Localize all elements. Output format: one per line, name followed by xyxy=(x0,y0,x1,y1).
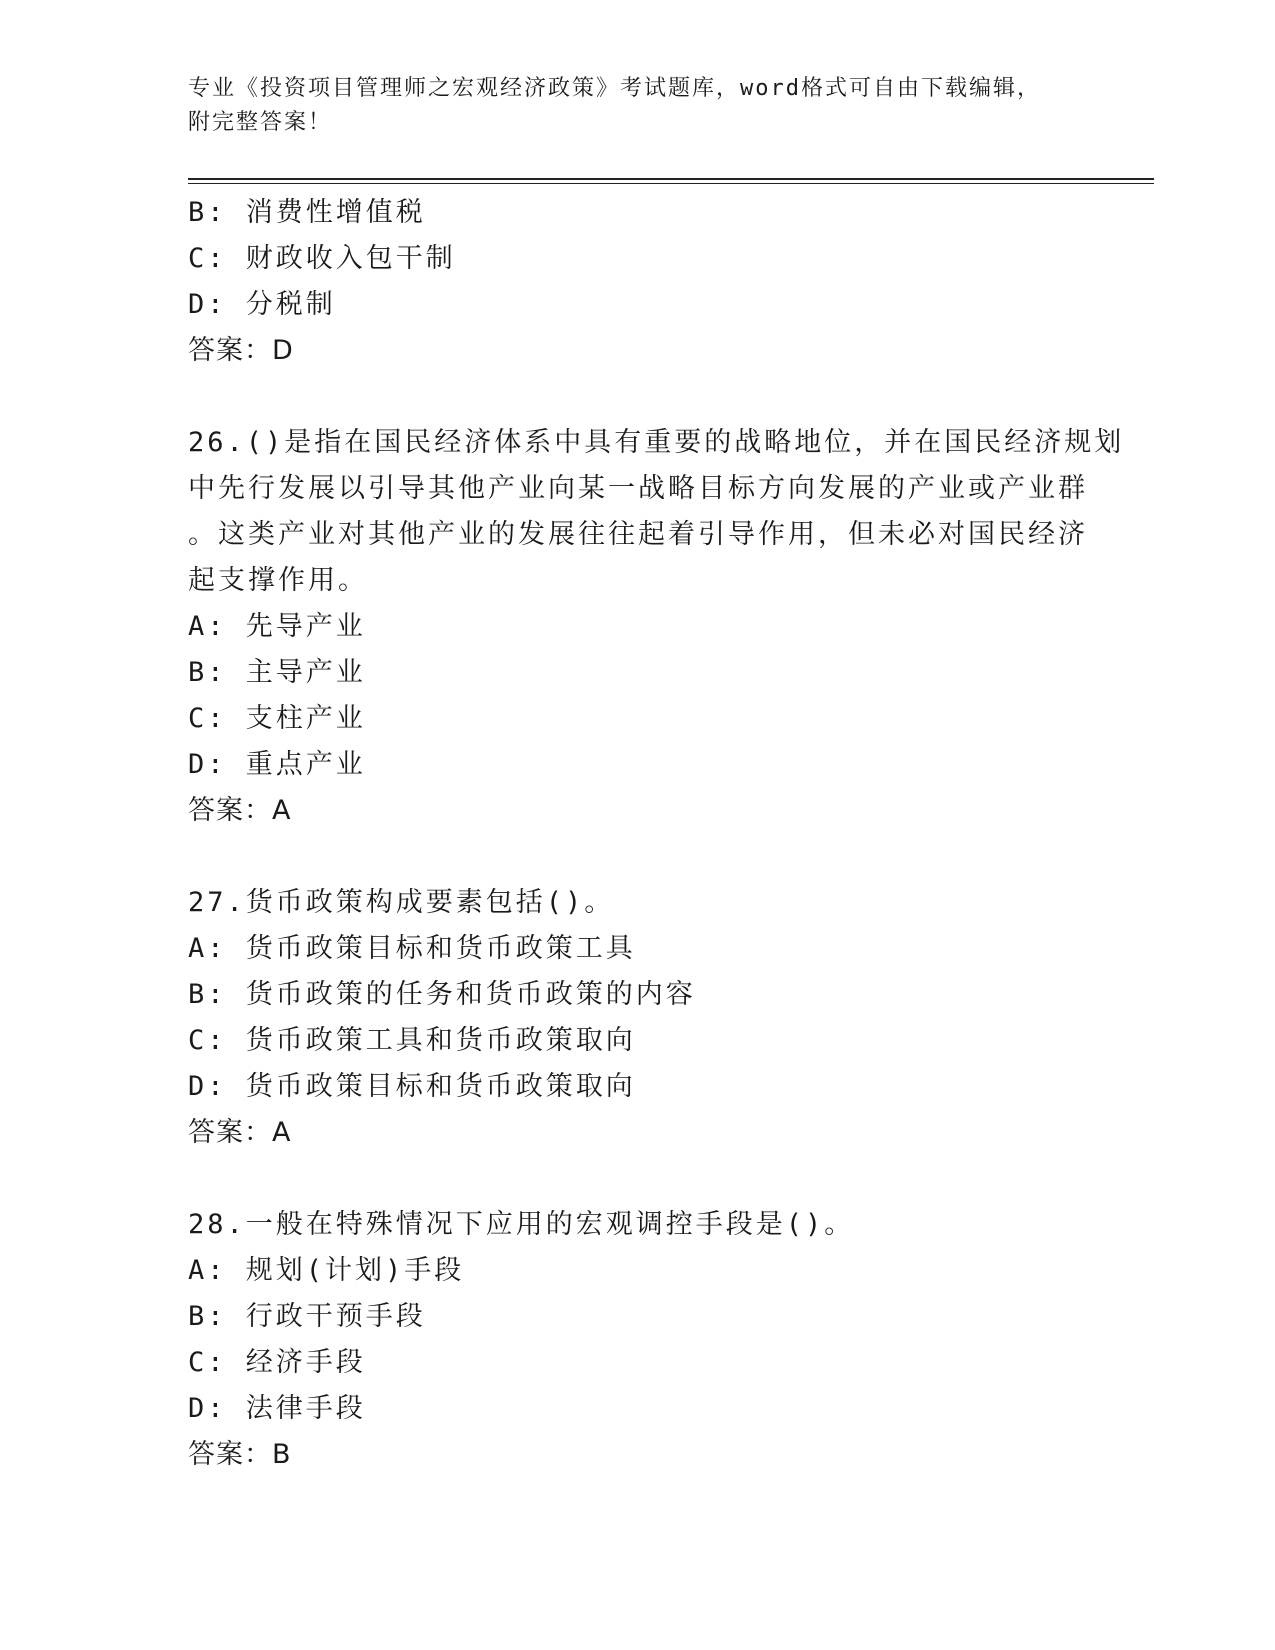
question-text-line: 起支撑作用。 xyxy=(188,565,368,596)
question-text xyxy=(188,1202,1088,1248)
option-c: C: 货币政策工具和货币政策取向 xyxy=(188,1025,636,1056)
question-text-line: 28.一般在特殊情况下应用的宏观调控手段是()。 xyxy=(188,1209,855,1240)
option-c: C: 财政收入包干制 xyxy=(188,243,456,274)
option-d: D: 重点产业 xyxy=(188,749,366,780)
answer: 答案：D xyxy=(188,335,294,366)
option-b: B: 行政干预手段 xyxy=(188,1301,426,1332)
document-header xyxy=(188,72,1088,140)
answer: 答案：B xyxy=(188,1439,292,1470)
question-25-continued xyxy=(188,190,1088,374)
question-text-line: 中先行发展以引导其他产业向某一战略目标方向发展的产业或产业群 xyxy=(188,473,1088,504)
option-a: A: 货币政策目标和货币政策工具 xyxy=(188,933,636,964)
spacer xyxy=(188,834,1088,880)
question-28 xyxy=(188,1202,1088,1478)
option-b: B: 货币政策的任务和货币政策的内容 xyxy=(188,979,696,1010)
option-d: D: 货币政策目标和货币政策取向 xyxy=(188,1071,636,1102)
answer: 答案：A xyxy=(188,795,292,826)
option-b: B: 主导产业 xyxy=(188,657,366,688)
option-d: D: 分税制 xyxy=(188,289,336,320)
question-text xyxy=(188,880,1088,926)
question-list xyxy=(188,190,1125,1478)
question-27 xyxy=(188,880,1088,1156)
header-divider xyxy=(188,178,1154,184)
question-text xyxy=(188,420,1125,604)
question-text-line: 27.货币政策构成要素包括()。 xyxy=(188,887,615,918)
question-26 xyxy=(188,420,1125,834)
header-line-2: 附完整答案！ xyxy=(188,110,333,135)
spacer xyxy=(188,1156,1088,1202)
option-d: D: 法律手段 xyxy=(188,1393,366,1424)
option-a: A: 先导产业 xyxy=(188,611,366,642)
header-line-1: 专业《投资项目管理师之宏观经济政策》考试题库，word格式可自由下载编辑， xyxy=(188,76,1041,101)
option-c: C: 支柱产业 xyxy=(188,703,366,734)
question-text-line: 。这类产业对其他产业的发展往往起着引导作用，但未必对国民经济 xyxy=(188,519,1088,550)
question-text-line: 26.()是指在国民经济体系中具有重要的战略地位，并在国民经济规划 xyxy=(188,427,1125,458)
option-a: A: 规划(计划)手段 xyxy=(188,1255,465,1286)
spacer xyxy=(188,374,1088,420)
option-c: C: 经济手段 xyxy=(188,1347,366,1378)
answer: 答案：A xyxy=(188,1117,292,1148)
option-b: B: 消费性增值税 xyxy=(188,197,426,228)
